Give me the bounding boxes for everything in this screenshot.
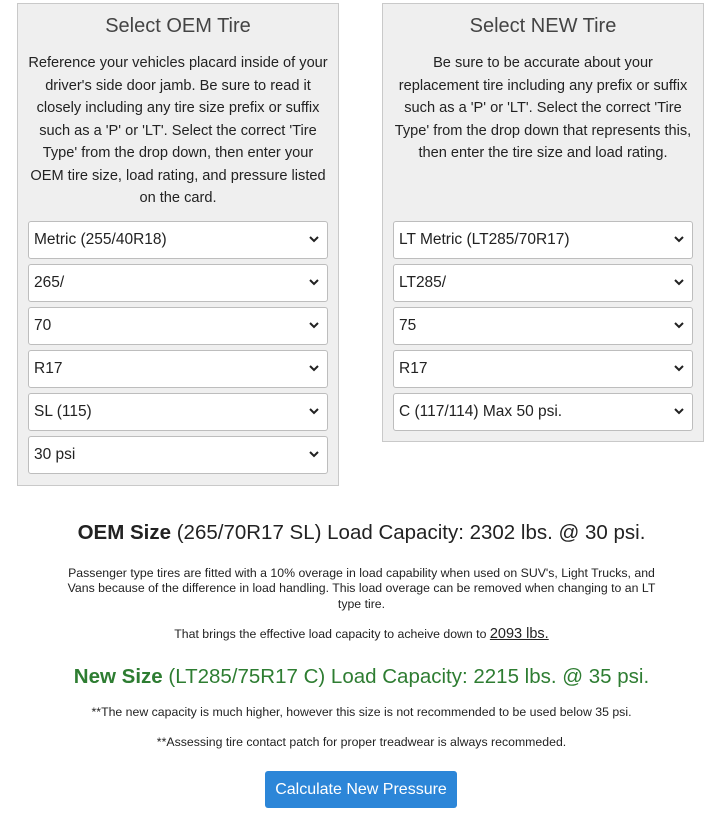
oem-pressure-select[interactable] bbox=[28, 436, 328, 474]
oem-rim-value: R17 bbox=[34, 360, 63, 377]
new-rim-select[interactable] bbox=[393, 350, 693, 388]
oem-tire-panel bbox=[17, 3, 339, 486]
overage-note-text: Passenger type tires are fitted with a 10% overage in load capability when used on SUV's, Light Trucks, and Vans because of the difference in load handling. This load overage can be removed when changing to an LT type tire. bbox=[67, 566, 656, 611]
effective-capacity-value: 2093 lbs. bbox=[489, 626, 549, 642]
new-width-value: LT285/ bbox=[399, 274, 447, 291]
effective-capacity-line bbox=[0, 626, 723, 642]
new-panel-description: Be sure to be accurate about your replacement tire including any prefix or suffix such as a 'P' or 'LT'. Select the correct 'Tire Type' from the drop down that represents this, then enter the tire size and load rating. bbox=[394, 55, 692, 161]
oem-width-select[interactable] bbox=[28, 264, 328, 302]
chevron-down-icon bbox=[308, 276, 320, 288]
oem-tire-type-value: Metric (255/40R18) bbox=[34, 231, 167, 248]
new-size-result bbox=[0, 665, 723, 689]
chevron-down-icon bbox=[673, 362, 685, 374]
calculate-new-pressure-button[interactable]: Calculate New Pressure bbox=[265, 771, 457, 808]
oem-size-label: OEM Size bbox=[77, 521, 172, 544]
chevron-down-icon bbox=[673, 405, 685, 417]
new-size-label: New Size bbox=[73, 665, 163, 688]
new-tire-type-value: LT Metric (LT285/70R17) bbox=[399, 231, 570, 248]
chevron-down-icon bbox=[308, 448, 320, 460]
new-width-select[interactable] bbox=[393, 264, 693, 302]
effective-capacity-text: That brings the effective load capacity to acheive down to bbox=[174, 627, 487, 641]
treadwear-note: **Assessing tire contact patch for proper treadwear is always recommeded. bbox=[156, 735, 567, 749]
chevron-down-icon bbox=[308, 233, 320, 245]
capacity-note: **The new capacity is much higher, however this size is not recommended to be used below 35 psi. bbox=[91, 705, 632, 719]
chevron-down-icon bbox=[673, 319, 685, 331]
oem-tire-type-select[interactable] bbox=[28, 221, 328, 259]
chevron-down-icon bbox=[308, 405, 320, 417]
oem-panel-title: Select OEM Tire bbox=[105, 15, 251, 37]
new-size-detail: (LT285/75R17 C) Load Capacity: 2215 lbs. @ 35 psi. bbox=[168, 665, 650, 688]
new-tire-type-select[interactable] bbox=[393, 221, 693, 259]
oem-rim-select[interactable] bbox=[28, 350, 328, 388]
oem-load-rating-value: SL (115) bbox=[34, 403, 92, 420]
oem-width-value: 265/ bbox=[34, 274, 65, 291]
new-load-rating-value: C (117/114) Max 50 psi. bbox=[399, 403, 563, 420]
new-panel-title: Select NEW Tire bbox=[469, 15, 617, 37]
chevron-down-icon bbox=[308, 319, 320, 331]
oem-size-result bbox=[0, 521, 723, 545]
overage-note bbox=[0, 566, 723, 612]
oem-aspect-ratio-value: 70 bbox=[34, 317, 52, 334]
oem-aspect-ratio-select[interactable] bbox=[28, 307, 328, 345]
new-aspect-ratio-value: 75 bbox=[399, 317, 417, 334]
chevron-down-icon bbox=[673, 233, 685, 245]
oem-panel-description: Reference your vehicles placard inside of your driver's side door jamb. Be sure to read it closely including any tire size prefix or suffix such as a 'P' or 'LT'. Select the correct 'Tire Type' from the drop down, then enter your OEM tire size, load rating, and pressure listed on the card. bbox=[28, 55, 328, 206]
new-aspect-ratio-select[interactable] bbox=[393, 307, 693, 345]
new-rim-value: R17 bbox=[399, 360, 428, 377]
oem-pressure-value: 30 psi bbox=[34, 446, 76, 463]
chevron-down-icon bbox=[308, 362, 320, 374]
chevron-down-icon bbox=[673, 276, 685, 288]
new-tire-panel bbox=[382, 3, 704, 442]
oem-size-detail: (265/70R17 SL) Load Capacity: 2302 lbs. @ 30 psi. bbox=[176, 521, 646, 544]
oem-load-rating-select[interactable] bbox=[28, 393, 328, 431]
new-load-rating-select[interactable] bbox=[393, 393, 693, 431]
